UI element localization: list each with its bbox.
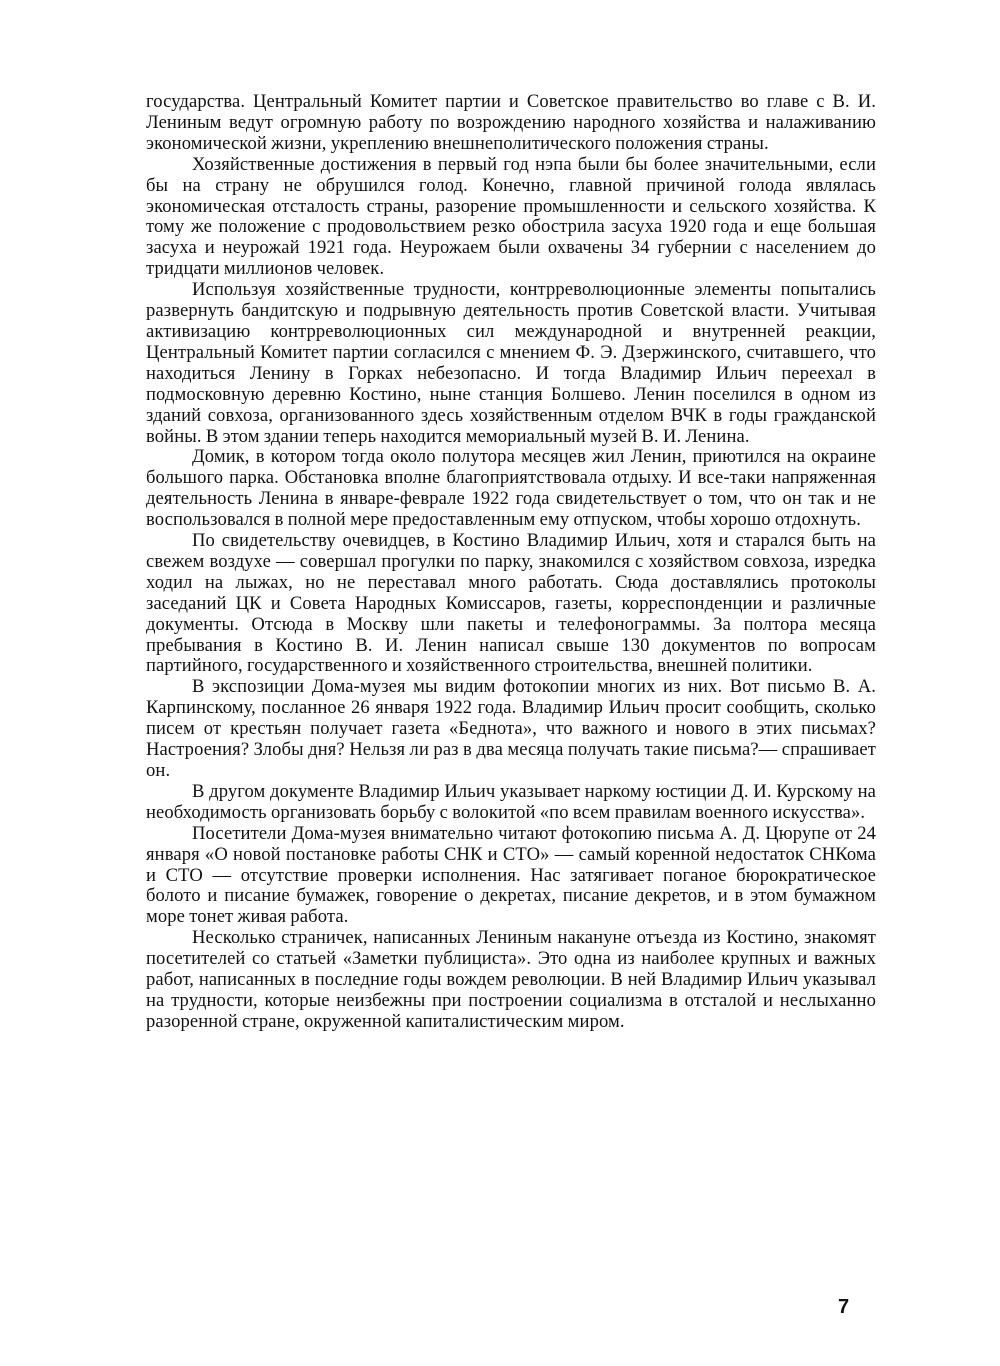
text-column [146, 92, 876, 1033]
paragraph-9: Несколько страничек, написанных Лениным накануне отъезда из Костино, знакомят посетителей со статьей «Заметки публициста». Это одна из наиболее крупных и важных работ, написанных в последние годы вождем революции. В ней Владимир Ильич указывал на трудности, которые неизбежны при построении социализма в отсталой и неслыханно разоренной стране, окруженной капиталистическим миром. [146, 927, 876, 1032]
paragraph-1: государства. Центральный Комитет партии и Советское правительство во главе с В. И. Лениным ведут огромную работу по возрождению народного хозяйства и налаживанию экономической жизни, укреплению внешнеполитического положения страны. [146, 91, 876, 154]
paragraph-2: Хозяйственные достижения в первый год нэпа были бы более значительными, если бы на страну не обрушился голод. Конечно, главной причиной голода являлась экономическая отсталость страны, разорение промышленности и сельского хозяйства. К тому же положение с продовольствием резко обострила засуха 1920 года и еще большая засуха и неурожай 1921 года. Неурожаем были охвачены 34 губернии с населением до тридцати миллионов человек. [146, 153, 876, 280]
paragraph-5: По свидетельству очевидцев, в Костино Владимир Ильич, хотя и старался быть на свежем воздухе — совершал прогулки по парку, знакомился с хозяйством совхоза, изредка ходил на лыжах, но не переставал много работать. Сюда доставлялись протоколы заседаний ЦК и Совета Народных Комиссаров, газеты, корреспонденции и различные документы. Отсюда в Москву шли пакеты и телефонограммы. За полтора месяца пребывания в Костино В. И. Ленин написал свыше 130 документов по вопросам партийного, государственного и хозяйственного строительства, внешней политики. [146, 530, 876, 677]
paragraph-7: В другом документе Владимир Ильич указывает наркому юстиции Д. И. Курскому на необходимость организовать борьбу с волокитой «по всем правилам военного искусства». [146, 780, 876, 823]
paragraph-3: Используя хозяйственные трудности, контрреволюционные элементы попытались развернуть бандитскую и подрывную деятельность против Советской власти. Учитывая активизацию контрреволюционных сил международной и внутренней реакции, Центральный Комитет партии согласился с мнением Ф. Э. Дзержинского, считавшего, что находиться Ленину в Горках небезопасно. И тогда Владимир Ильич переехал в подмосковную деревню Костино, ныне станция Болшево. Ленин поселился в одном из зданий совхоза, организованного здесь хозяйственным отделом ВЧК в годы гражданской войны. В этом здании теперь находится мемориальный музей В. И. Ленина. [146, 279, 876, 447]
paragraph-8: Посетители Дома-музея внимательно читают фотокопию письма А. Д. Цюрупе от 24 января «О новой постановке работы СНК и СТО» — самый коренной недостаток СНКома и СТО — отсутствие проверки исполнения. Нас затягивает поганое бюрократическое болото и писание бумажек, говорение о декретах, писание декретов, и в этом бумажном море тонет живая работа. [146, 822, 876, 928]
page-number: 7 [838, 1296, 850, 1318]
paragraph-4: Домик, в котором тогда около полутора месяцев жил Ленин, приютился на окраине большого парка. Обстановка вполне благоприятствовала отдыху. И все-таки напряженная деятельность Ленина в январе-феврале 1922 года свидетельствует о том, что он так и не воспользовался в полной мере предоставленным ему отпуском, чтобы хорошо отдохнуть. [146, 446, 876, 531]
paragraph-6: В экспозиции Дома-музея мы видим фотокопии многих из них. Вот письмо В. А. Карпинскому, посланное 26 января 1922 года. Владимир Ильич просит сообщить, сколько писем от крестьян получает газета «Беднота», что важного и нового в этих письмах? Настроения? Злобы дня? Нельзя ли раз в два месяца получать такие письма?— спрашивает он. [146, 676, 876, 781]
